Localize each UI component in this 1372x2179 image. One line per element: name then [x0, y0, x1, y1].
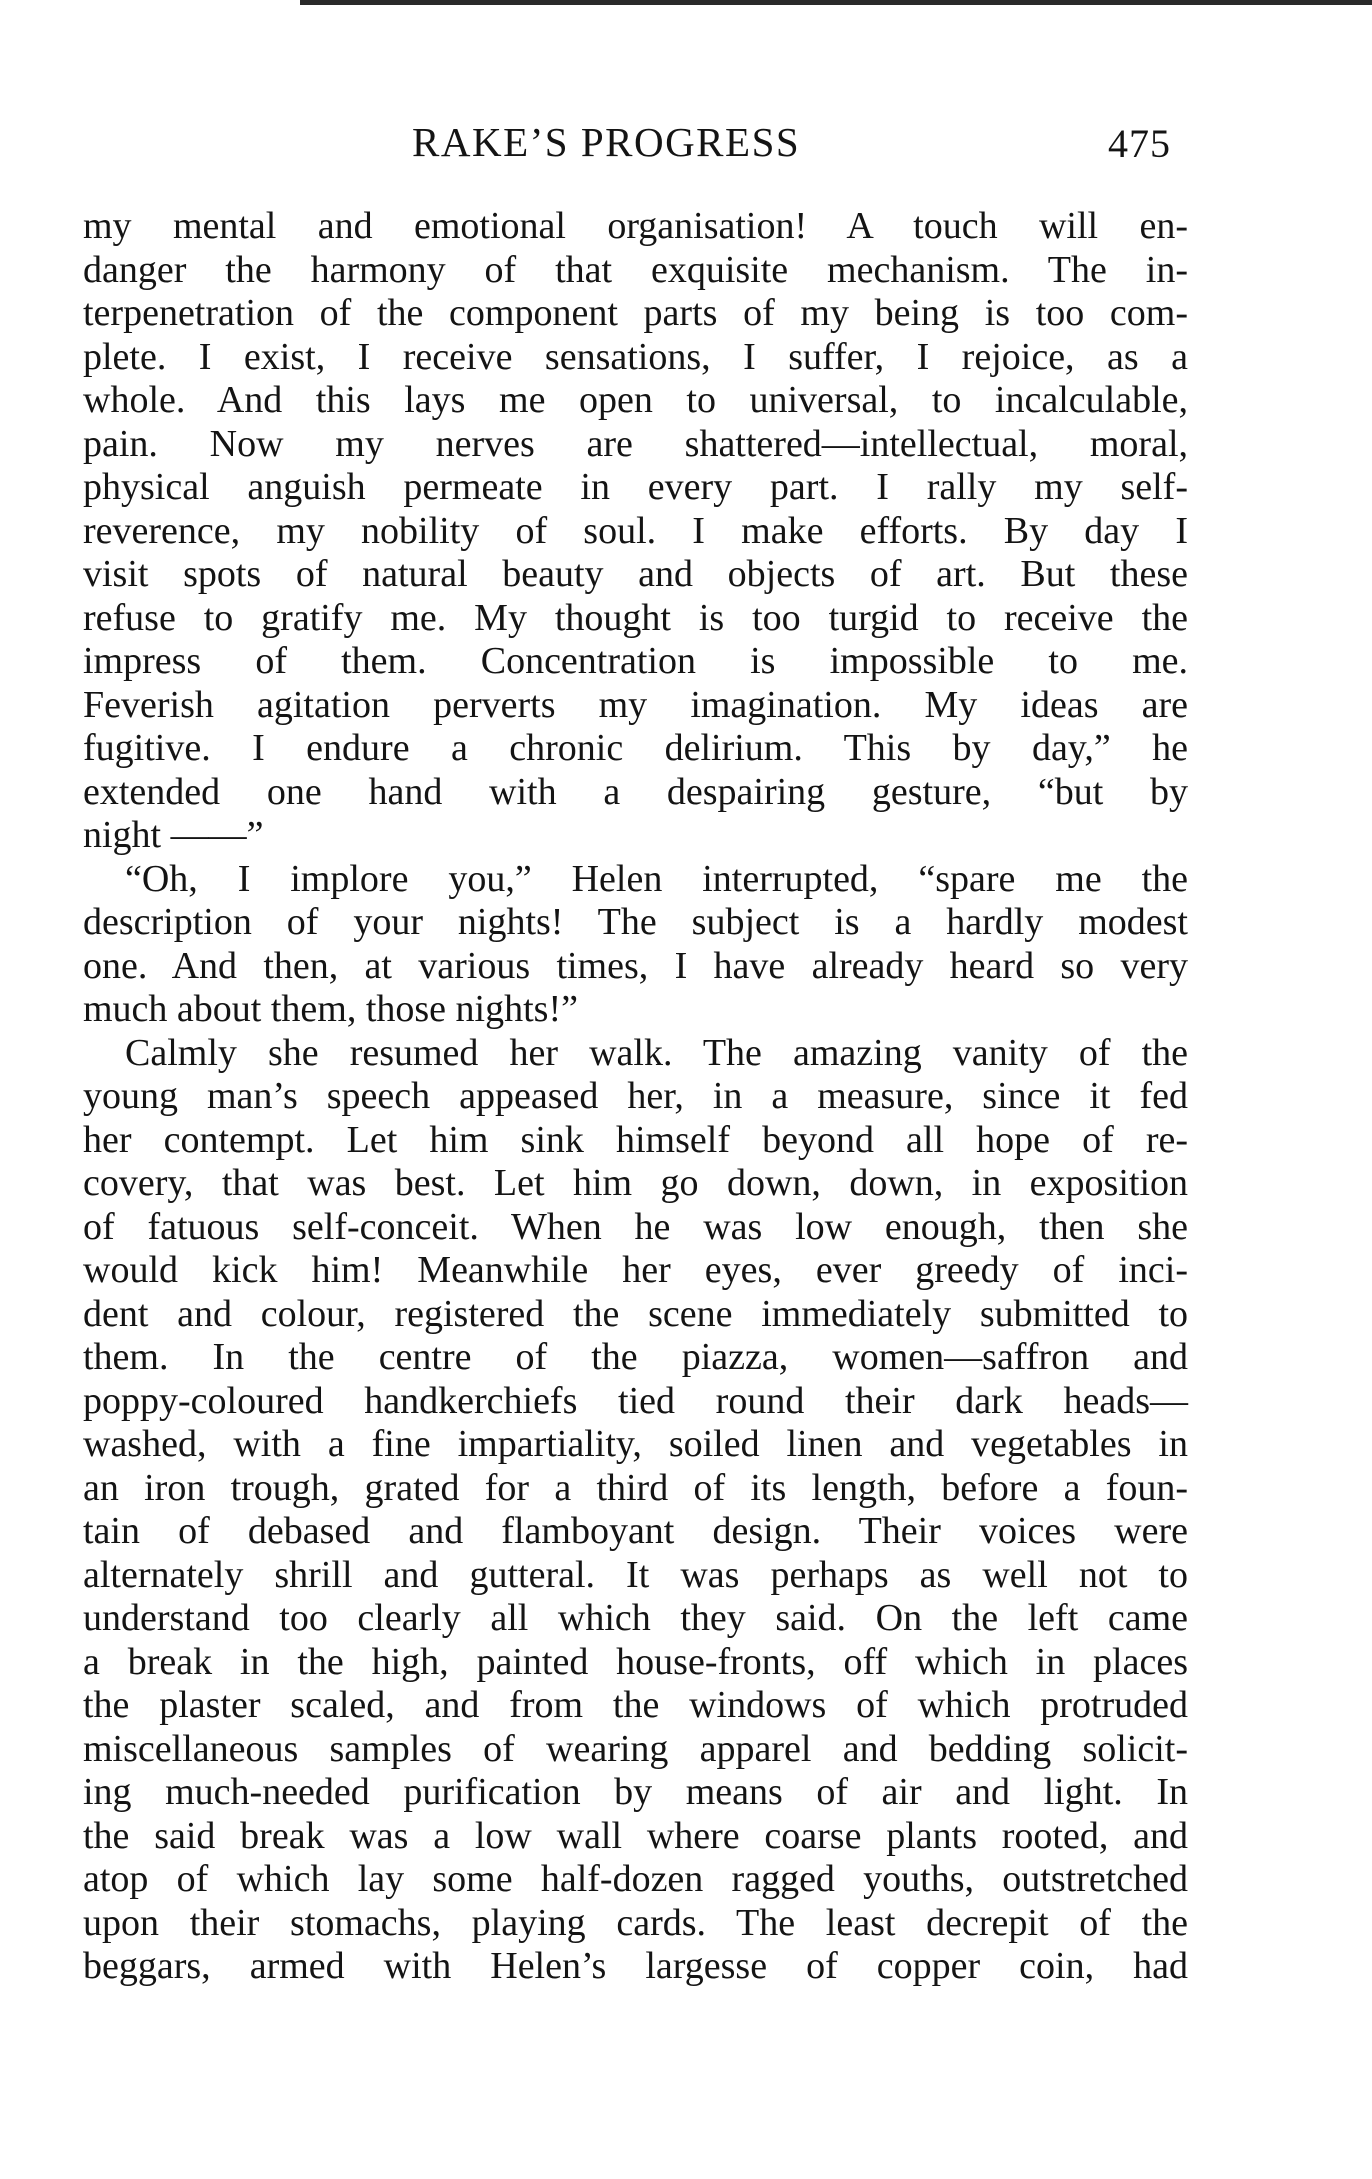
- text-line: covery, that was best. Let him go down, down, in exposition: [83, 1162, 1188, 1204]
- text-line: the said break was a low wall where coarse plants rooted, and: [83, 1814, 1188, 1857]
- text-line: fugitive. I endure a chronic delirium. This by day,” he: [83, 727, 1188, 769]
- text-line: dent and colour, registered the scene immediately submitted to: [83, 1292, 1188, 1335]
- text-line: her contempt. Let him sink himself beyond all hope of re-: [83, 1118, 1188, 1161]
- running-head: [0, 118, 1372, 178]
- text-line: refuse to gratify me. My thought is too turgid to receive the: [83, 596, 1188, 639]
- text-line: an iron trough, grated for a third of its length, before a foun-: [83, 1466, 1188, 1509]
- top-rule: [300, 0, 1372, 5]
- text-line: atop of which lay some half-dozen ragged youths, outstretched: [83, 1858, 1188, 1900]
- page-number: 475: [1108, 121, 1171, 166]
- text-line: whole. And this lays me open to universal, to incalculable,: [83, 379, 1188, 421]
- text-line: understand too clearly all which they said. On the left came: [83, 1597, 1188, 1639]
- text-line: reverence, my nobility of soul. I make efforts. By day I: [83, 509, 1188, 552]
- text-line: physical anguish permeate in every part. I rally my self-: [83, 466, 1188, 508]
- text-line: washed, with a fine impartiality, soiled linen and vegetables in: [83, 1423, 1188, 1465]
- text-line: danger the harmony of that exquisite mechanism. The in-: [83, 248, 1188, 291]
- text-line: terpenetration of the component parts of my being is too com-: [83, 292, 1188, 334]
- text-line: a break in the high, painted house-fronts, off which in places: [83, 1640, 1188, 1683]
- text-line: tain of debased and flamboyant design. Their voices were: [83, 1510, 1188, 1552]
- text-line: poppy-coloured handkerchiefs tied round their dark heads—: [83, 1379, 1188, 1422]
- text-line: of fatuous self-conceit. When he was low enough, then she: [83, 1205, 1188, 1248]
- text-line: upon their stomachs, playing cards. The least decrepit of the: [83, 1901, 1188, 1944]
- text-line: pain. Now my nerves are shattered—intellectual, moral,: [83, 422, 1188, 465]
- running-title: RAKE’S PROGRESS: [412, 119, 801, 165]
- text-line: “Oh, I implore you,” Helen interrupted, “spare me the: [125, 857, 1188, 900]
- text-line: them. In the centre of the piazza, women—saffron and: [83, 1336, 1188, 1378]
- body-text: [83, 205, 1188, 1989]
- text-line: one. And then, at various times, I have already heard so very: [83, 944, 1188, 987]
- text-line: beggars, armed with Helen’s largesse of copper coin, had: [83, 1945, 1188, 1987]
- text-line: much about them, those nights!”: [83, 988, 578, 1030]
- text-line: extended one hand with a despairing gesture, “but by: [83, 770, 1188, 813]
- text-line: would kick him! Meanwhile her eyes, ever greedy of inci-: [83, 1249, 1188, 1291]
- text-line: young man’s speech appeased her, in a measure, since it fed: [83, 1075, 1188, 1117]
- text-line: Calmly she resumed her walk. The amazing vanity of the: [125, 1031, 1188, 1074]
- text-line: plete. I exist, I receive sensations, I suffer, I rejoice, as a: [83, 335, 1188, 378]
- text-line: impress of them. Concentration is impossible to me.: [83, 640, 1188, 682]
- text-line: my mental and emotional organisation! A touch will en-: [83, 205, 1188, 247]
- text-line: ing much-needed purification by means of air and light. In: [83, 1771, 1188, 1813]
- text-line: Feverish agitation perverts my imagination. My ideas are: [83, 683, 1188, 726]
- text-line: alternately shrill and gutteral. It was perhaps as well not to: [83, 1553, 1188, 1596]
- text-line: night ——”: [83, 814, 264, 856]
- text-line: the plaster scaled, and from the windows of which protruded: [83, 1684, 1188, 1726]
- text-line: description of your nights! The subject is a hardly modest: [83, 901, 1188, 943]
- text-line: miscellaneous samples of wearing apparel and bedding solicit-: [83, 1727, 1188, 1770]
- text-line: visit spots of natural beauty and objects of art. But these: [83, 553, 1188, 595]
